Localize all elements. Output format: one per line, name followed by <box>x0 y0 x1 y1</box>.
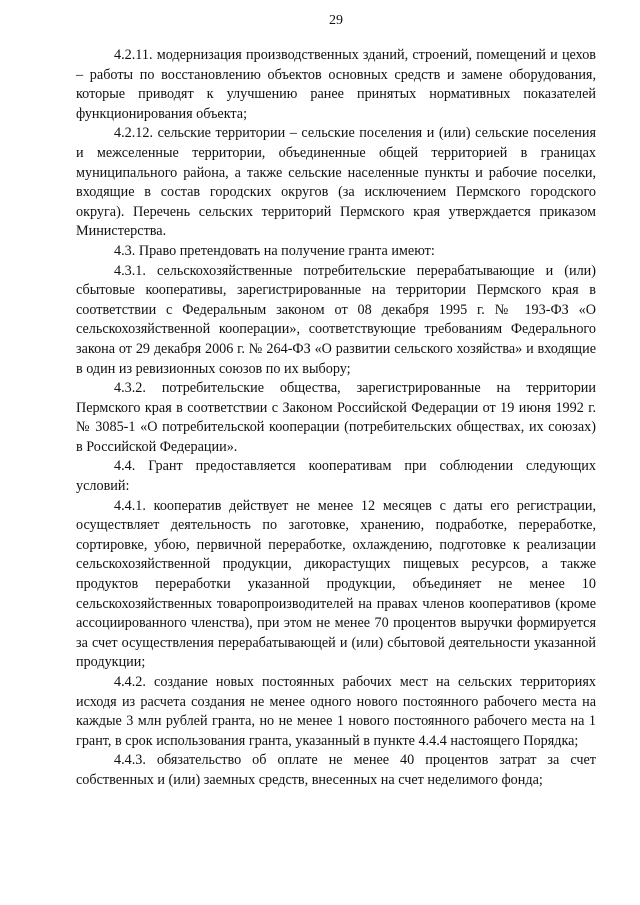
paragraph-4-4-2: 4.4.2. создание новых постоянных рабочих мест на сельских территориях исходя из расчета создания не менее одного нового постоянного рабочего места на каждые 3 млн рублей гранта, но не менее 1 нового постоянного рабочего места на 1 грант, в срок использования гранта, указанный в пункте 4.4.4 настоящего Порядка; <box>76 674 596 749</box>
paragraph-4-3-2: 4.3.2. потребительские общества, зарегистрированные на территории Пермского края в соответствии с Законом Российской Федерации от 19 июня 1992 г. № 3085-1 «О потребительской кооперации (потребительских обществах, их союзах) в Российской Федерации». <box>76 380 596 455</box>
paragraph-4-4: 4.4. Грант предоставляется кооперативам при соблюдении следующих условий: <box>76 458 596 495</box>
paragraph-4-4-1: 4.4.1. кооператив действует не менее 12 месяцев с даты его регистрации, осуществляет деятельность по заготовке, хранению, подработке, переработке, сортировке, убою, первичной переработке, охлаждению, подготовке к реализации сельскохозяйственной продукции, дикорастущих пищевых ресурсов, а также продуктов переработки указанной продукции, объединяет не менее 10 сельскохозяйственных товаропроизводителей на правах членов кооперативов (кроме ассоциированного членства), при этом не менее 70 процентов выручки формируется за счет осуществления перерабатывающей и (или) сбытовой деятельности указанной продукции; <box>76 497 596 671</box>
paragraph-4-2-11: 4.2.11. модернизация производственных зданий, строений, помещений и цехов – работы по восстановлению объектов основных средств и замене оборудования, которые приводят к улучшению ранее принятых нормативных показателей функционирования объекта; <box>76 47 596 122</box>
paragraph-4-3-1: 4.3.1. сельскохозяйственные потребительские перерабатывающие и (или) сбытовые кооперативы, зарегистрированные на территории Пермского края в соответствии с Федеральным законом от 08 декабря 1995 г. № 193-ФЗ «О сельскохозяйственной кооперации», соответствующие требованиям Федерального закона от 29 декабря 2006 г. № 264-ФЗ «О развитии сельского хозяйства» и входящие в один из ревизионных союзов по их выбору; <box>76 262 596 377</box>
paragraph-4-3: 4.3. Право претендовать на получение гранта имеют: <box>114 242 435 259</box>
page-number: 29 <box>329 13 343 28</box>
paragraph-4-4-3: 4.4.3. обязательство об оплате не менее 40 процентов затрат за счет собственных и (или) заемных средств, внесенных на счет неделимого фонда; <box>76 752 596 788</box>
paragraph-4-2-12: 4.2.12. сельские территории – сельские поселения и (или) сельские поселения и межселенные территории, объединенные общей территорией в границах муниципального района, а также сельские населенные пункты и рабочие поселки, входящие в состав городских округов (за исключением Пермского городского округа). Перечень сельских территорий Пермского края утверждается приказом Министерства. <box>76 125 596 240</box>
